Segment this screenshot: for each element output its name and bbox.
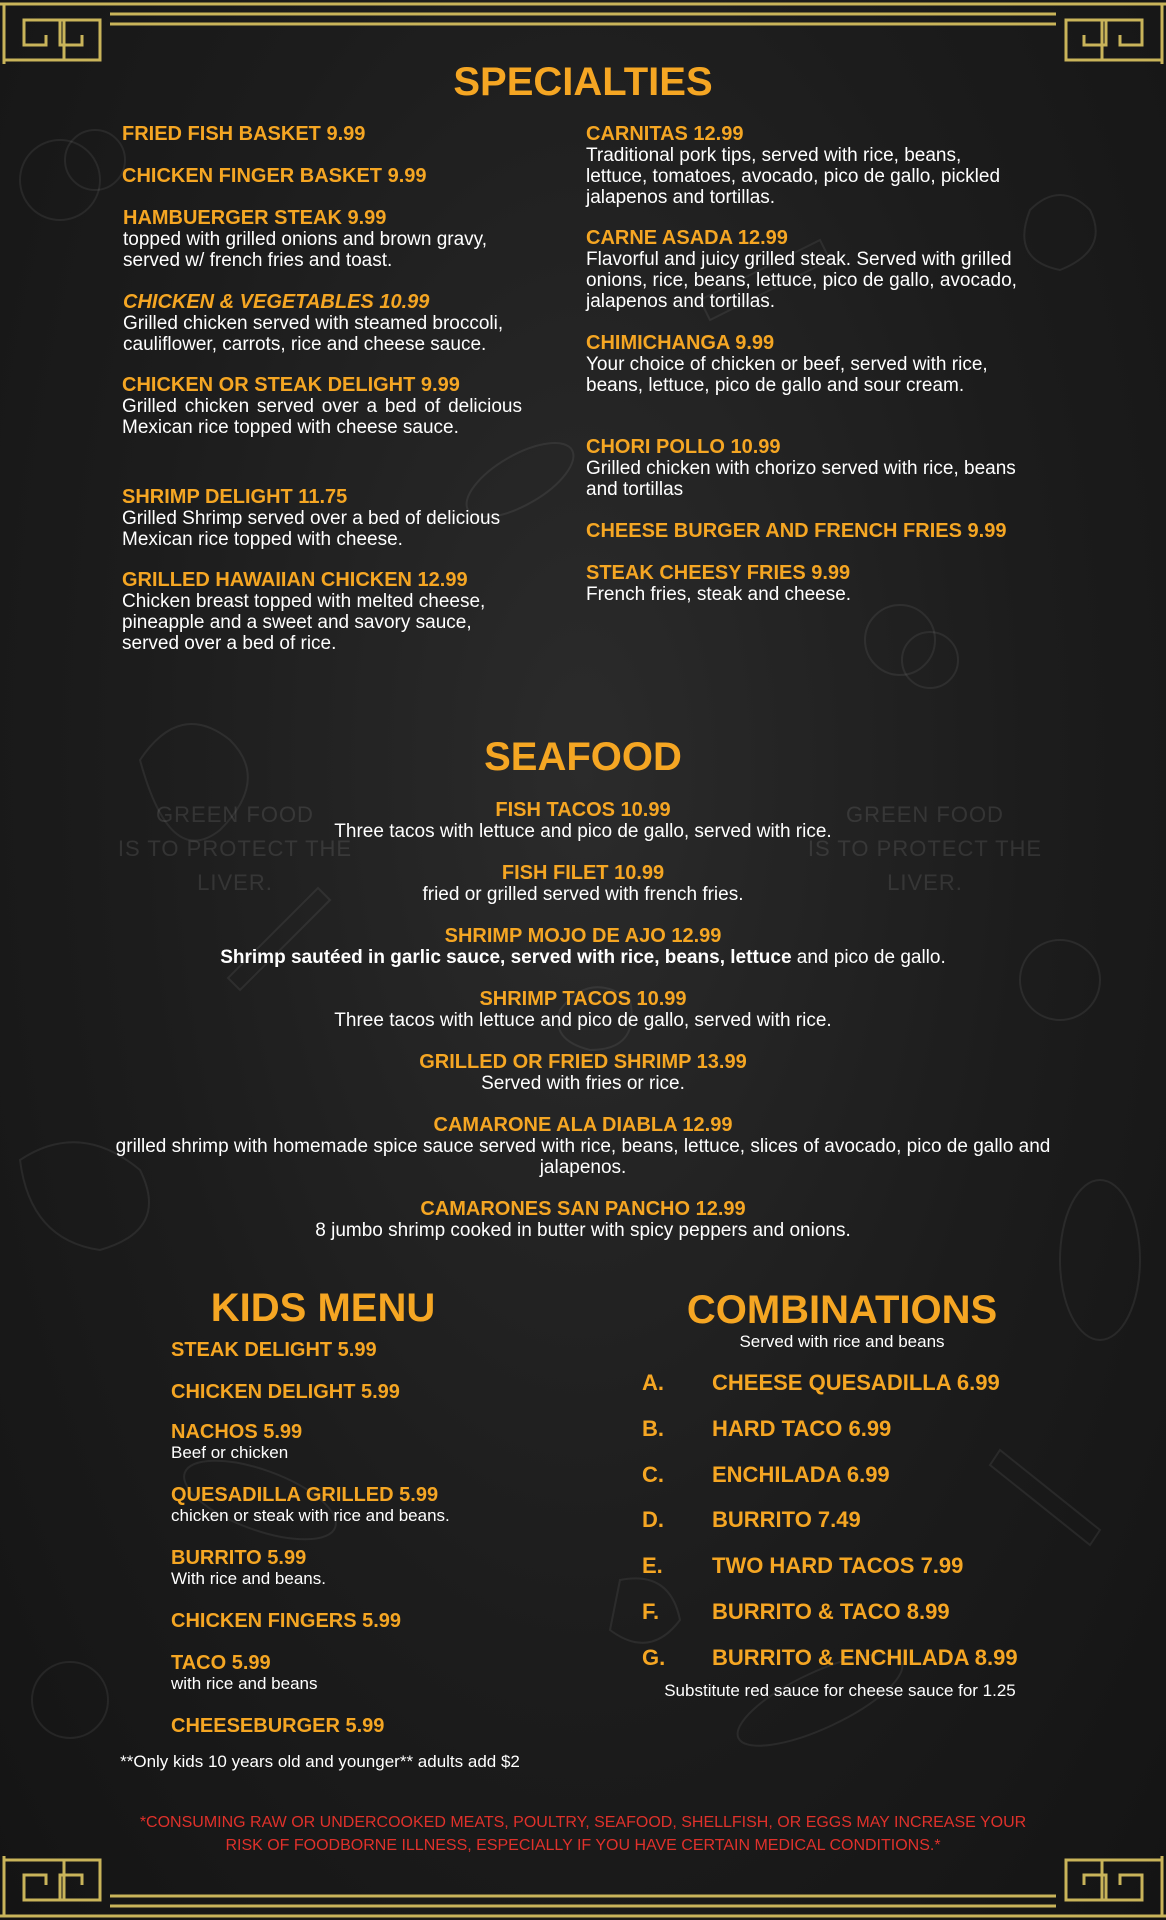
seafood-item (100, 1114, 1066, 1178)
combo-name: TWO HARD TACOS 7.99 (712, 1553, 964, 1578)
item-description: Traditional pork tips, served with rice, beans, lettuce, tomatoes, avocado, pico de gallo, pickled jalapenos and tortillas. (586, 145, 1001, 208)
menu-item (122, 374, 522, 438)
item-name: CHICKEN & VEGETABLES 10.99 (123, 291, 430, 313)
item-description-rest: and pico de gallo. (791, 947, 946, 968)
kids-item (171, 1381, 571, 1403)
item-description: fried or grilled served with french fries. (422, 884, 744, 905)
menu-item (122, 486, 542, 550)
item-name: CHICKEN OR STEAK DELIGHT 9.99 (122, 374, 460, 396)
combo-name: BURRITO & TACO 8.99 (712, 1599, 950, 1624)
item-description (100, 947, 1066, 968)
item-name: GRILLED HAWAIIAN CHICKEN 12.99 (122, 569, 468, 591)
item-name: SHRIMP MOJO DE AJO 12.99 (444, 925, 722, 947)
menu-item (122, 123, 532, 145)
seafood-item (100, 988, 1066, 1031)
watermark-line: GREEN FOOD (846, 802, 1004, 827)
menu-item (586, 227, 1026, 312)
item-name: BURRITO 5.99 (171, 1547, 307, 1569)
item-description: topped with grilled onions and brown gravy, served w/ french fries and toast. (123, 229, 488, 271)
menu-item (122, 165, 532, 187)
item-name: GRILLED OR FRIED SHRIMP 13.99 (419, 1051, 747, 1073)
item-description: 8 jumbo shrimp cooked in butter with spicy peppers and onions. (315, 1220, 851, 1241)
item-description: Grilled chicken served over a bed of delicious Mexican rice topped with cheese sauce. (122, 396, 522, 438)
combo-name: BURRITO 7.49 (712, 1507, 861, 1532)
item-name: NACHOS 5.99 (171, 1421, 303, 1443)
combo-item (642, 1462, 1082, 1488)
menu-item (123, 207, 533, 271)
kids-item (171, 1421, 571, 1463)
menu-item (586, 123, 1026, 208)
item-name: CHEESEBURGER 5.99 (171, 1715, 385, 1737)
item-description: With rice and beans. (171, 1569, 326, 1588)
combo-name: CHEESE QUESADILLA 6.99 (712, 1370, 1000, 1395)
item-description: Chicken breast topped with melted cheese, pineapple and a sweet and savory sauce, served over a bed of rice. (122, 591, 486, 654)
kids-item (171, 1547, 571, 1589)
combo-item (642, 1553, 1082, 1579)
kids-item (171, 1484, 571, 1526)
item-name: QUESADILLA GRILLED 5.99 (171, 1484, 439, 1506)
watermark-line: IS TO PROTECT THE LIVER. (807, 836, 1043, 895)
item-description: Your choice of chicken or beef, served with rice, beans, lettuce, pico de gallo and sour cream. (586, 354, 988, 396)
item-name: CAMARONE ALA DIABLA 12.99 (433, 1114, 733, 1136)
watermark-line: GREEN FOOD (156, 802, 314, 827)
combo-item (642, 1507, 1082, 1533)
kids-item (171, 1610, 571, 1632)
item-name: CARNE ASADA 12.99 (586, 227, 788, 249)
combo-item (642, 1645, 1082, 1671)
item-name: CHICKEN DELIGHT 5.99 (171, 1381, 400, 1403)
kids-item (171, 1339, 571, 1361)
combo-letter: F. (642, 1599, 660, 1624)
greek-key-border-top (0, 0, 1166, 64)
kids-item (171, 1652, 571, 1694)
seafood-item (100, 1198, 1066, 1241)
item-name: STEAK CHEESY FRIES 9.99 (586, 562, 851, 584)
combo-letter: B. (642, 1416, 664, 1441)
greek-key-border-bottom (0, 1856, 1166, 1920)
menu-item (586, 520, 1066, 542)
combo-letter: D. (642, 1507, 664, 1532)
menu-item (586, 436, 1026, 500)
seafood-title: SEAFOOD (484, 735, 682, 779)
combo-item (642, 1599, 1082, 1625)
item-description: Three tacos with lettuce and pico de gallo, served with rice. (334, 1010, 832, 1031)
watermark-line: IS TO PROTECT THE LIVER. (117, 836, 353, 895)
item-name: CHICKEN FINGER BASKET 9.99 (122, 165, 427, 187)
menu-item (586, 332, 1026, 396)
combo-letter: G. (642, 1645, 666, 1670)
combo-name: HARD TACO 6.99 (712, 1416, 892, 1441)
item-name: CHORI POLLO 10.99 (586, 436, 781, 458)
seafood-item (100, 862, 1066, 905)
combinations-subtitle: Served with rice and beans (739, 1332, 945, 1351)
item-description: French fries, steak and cheese. (586, 584, 852, 605)
combo-name: ENCHILADA 6.99 (712, 1462, 890, 1487)
item-description: Grilled Shrimp served over a bed of delicious Mexican rice topped with cheese. (122, 508, 501, 550)
combo-letter: A. (642, 1370, 664, 1395)
item-name: SHRIMP DELIGHT 11.75 (122, 486, 348, 508)
specialties-title: SPECIALTIES (453, 60, 713, 104)
item-name: CHICKEN FINGERS 5.99 (171, 1610, 402, 1632)
kids-age-note: **Only kids 10 years old and younger** adults add $2 (120, 1752, 520, 1771)
combo-letter: C. (642, 1462, 664, 1487)
seafood-item (100, 799, 1066, 842)
item-name: TACO 5.99 (171, 1652, 271, 1674)
item-name: CHIMICHANGA 9.99 (586, 332, 775, 354)
combo-letter: E. (642, 1553, 663, 1578)
item-name: FISH TACOS 10.99 (495, 799, 671, 821)
seafood-item (100, 925, 1066, 968)
item-name: FISH FILET 10.99 (501, 862, 665, 884)
seafood-item (100, 1051, 1066, 1094)
item-name: CHEESE BURGER AND FRENCH FRIES 9.99 (586, 520, 1007, 542)
combinations-title: COMBINATIONS (686, 1288, 998, 1332)
item-description: Flavorful and juicy grilled steak. Served with grilled onions, rice, beans, lettuce, pico de gallo, avocado, jalapenos and tortillas. (586, 249, 1017, 312)
item-description: Three tacos with lettuce and pico de gallo, served with rice. (334, 821, 832, 842)
combinations-note: Substitute red sauce for cheese sauce for 1.25 (664, 1681, 1016, 1700)
item-name: STEAK DELIGHT 5.99 (171, 1339, 377, 1361)
combo-name: BURRITO & ENCHILADA 8.99 (712, 1645, 1018, 1670)
combo-item (642, 1370, 1082, 1396)
item-description: with rice and beans (171, 1674, 318, 1693)
item-description: chicken or steak with rice and beans. (171, 1506, 450, 1525)
item-description: Grilled chicken served with steamed broccoli, cauliflower, carrots, rice and cheese sauce. (123, 313, 504, 355)
item-name: HAMBUERGER STEAK 9.99 (123, 207, 387, 229)
item-name: FRIED FISH BASKET 9.99 (122, 123, 366, 145)
kids-menu-title: KIDS MENU (210, 1286, 436, 1330)
item-name: CARNITAS 12.99 (586, 123, 744, 145)
kids-item (171, 1715, 571, 1737)
menu-item (586, 562, 1026, 605)
combo-item (642, 1416, 1082, 1442)
item-description: grilled shrimp with homemade spice sauce served with rice, beans, lettuce, slices of avocado, pico de gallo and jalapenos. (115, 1136, 1051, 1178)
item-name: SHRIMP TACOS 10.99 (479, 988, 687, 1010)
food-safety-warning: *CONSUMING RAW OR UNDERCOOKED MEATS, POULTRY, SEAFOOD, SHELLFISH, OR EGGS MAY INCREASE YOUR RISK OF FOODBORNE ILLNESS, ESPECIALLY IF YOU HAVE CERTAIN MEDICAL CONDITIONS.* (139, 1814, 1027, 1854)
item-description: Grilled chicken with chorizo served with rice, beans and tortillas (586, 458, 1016, 500)
menu-item (123, 291, 533, 355)
item-description: Served with fries or rice. (481, 1073, 685, 1094)
item-description: Beef or chicken (171, 1443, 289, 1462)
item-name: CAMARONES SAN PANCHO 12.99 (420, 1198, 746, 1220)
menu-item (122, 569, 532, 654)
item-description-bold: Shrimp sautéed in garlic sauce, served with rice, beans, lettuce (220, 947, 792, 968)
